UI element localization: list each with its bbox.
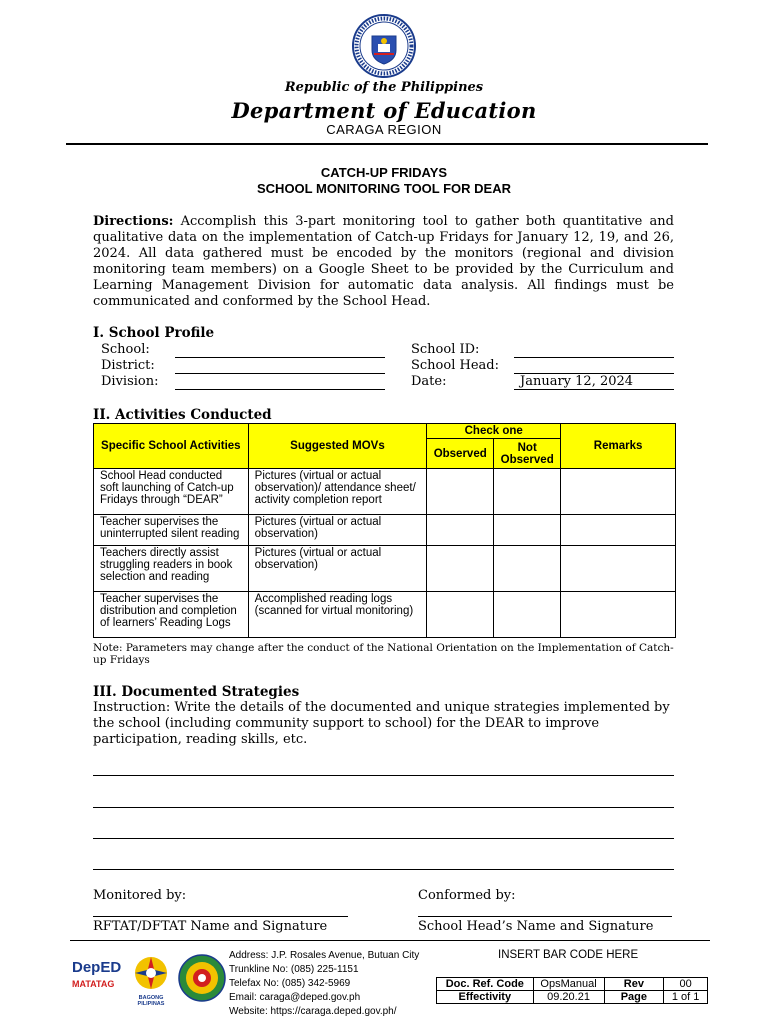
directions (93, 214, 674, 310)
district-field[interactable] (175, 373, 385, 374)
col-header-remarks: Remarks (561, 424, 676, 469)
footer-email[interactable]: Email: caraga@deped.gov.ph (229, 992, 361, 1003)
head-signature-caption: School Head’s Name and Signature (418, 919, 654, 934)
mov-cell: Accomplished reading logs (scanned for virtual monitoring) (248, 592, 427, 638)
activity-cell: School Head conducted soft launching of Catch-up Fridays through “DEAR” (94, 469, 249, 515)
observed-cell[interactable] (427, 546, 494, 592)
observed-cell[interactable] (427, 592, 494, 638)
deped-logo-text: DepED (72, 959, 122, 976)
bagong-pilipinas-icon (126, 955, 176, 991)
col-header-movs: Suggested MOVs (248, 424, 427, 469)
strategies-instruction: Instruction: Write the details of the documented and unique strategies implemented by the school (including community support to school) for the DEAR to improve participation, reading skills, etc. (93, 700, 670, 747)
rev-label: Rev (604, 978, 664, 991)
directions-text: Accomplish this 3-part monitoring tool to gather both quantitative and qualitative data on the implementation of Catch-up Fridays for January 12, 19, and 26, 2024. All data gathered must be encoded by the monitors (regional and division monitoring team members) on a Google Sheet to be provided by the Curriculum and Learning Management Division for automatic data analysis. All findings must be communicated and conformed by the School Head. (93, 214, 674, 309)
page-value: 1 of 1 (664, 991, 708, 1004)
table-row (94, 546, 676, 592)
label-school-head: School Head: (411, 358, 499, 373)
doc-title-line1: CATCH-UP FRIDAYS (320, 165, 448, 180)
footer-website[interactable]: Website: https://caraga.deped.gov.ph/ (229, 1006, 397, 1017)
observed-cell[interactable] (427, 515, 494, 546)
table-row (94, 469, 676, 515)
section-activities: II. Activities Conducted (93, 407, 272, 423)
monitor-signature-caption: RFTAT/DFTAT Name and Signature (93, 919, 328, 934)
observed-cell[interactable] (427, 469, 494, 515)
strategy-write-line[interactable] (93, 775, 674, 776)
label-district: District: (101, 358, 155, 373)
mov-cell: Pictures (virtual or actual observation)/ attendance sheet/ activity completion report (248, 469, 427, 515)
deped-seal-icon (352, 14, 416, 78)
strategy-write-line[interactable] (93, 838, 674, 839)
remarks-cell[interactable] (561, 546, 676, 592)
doc-title-line2: SCHOOL MONITORING TOOL FOR DEAR (257, 181, 511, 196)
doc-ref-value: OpsManual (533, 978, 604, 991)
col-header-activities: Specific School Activities (94, 424, 249, 469)
table-row (94, 592, 676, 638)
rev-value: 00 (664, 978, 708, 991)
col-header-not-observed: Not Observed (494, 439, 561, 469)
activity-cell: Teacher supervises the uninterrupted silent reading (94, 515, 249, 546)
label-school: School: (101, 342, 150, 357)
section-school-profile: I. School Profile (93, 325, 215, 341)
barcode-placeholder: INSERT BAR CODE HERE (498, 949, 639, 961)
effectivity-label: Effectivity (437, 991, 534, 1004)
header-divider (66, 143, 708, 145)
republic-text: Republic of the Philippines (284, 80, 484, 95)
label-school-id: School ID: (411, 342, 480, 357)
not-observed-cell[interactable] (494, 469, 561, 515)
mov-cell: Pictures (virtual or actual observation) (248, 515, 427, 546)
col-header-observed: Observed (427, 439, 494, 469)
remarks-cell[interactable] (561, 469, 676, 515)
conformed-by-label: Conformed by: (418, 888, 516, 903)
section-strategies: III. Documented Strategies (93, 684, 300, 700)
activities-table (93, 423, 676, 638)
bagong-pilipinas-logo (126, 955, 176, 1007)
monitored-by-label: Monitored by: (93, 888, 187, 903)
department-name: Department of Education (231, 98, 537, 123)
label-division: Division: (101, 374, 159, 389)
footer-telefax: Telefax No: (085) 342-5969 (229, 978, 351, 989)
not-observed-cell[interactable] (494, 546, 561, 592)
footer-divider (70, 940, 710, 941)
label-date: Date: (411, 374, 447, 389)
not-observed-cell[interactable] (494, 515, 561, 546)
table-note: Note: Parameters may change after the conduct of the National Orientation on the Implementation of Catch-up Fridays (93, 642, 674, 666)
activity-cell: Teachers directly assist struggling readers in book selection and reading (94, 546, 249, 592)
remarks-cell[interactable] (561, 515, 676, 546)
not-observed-cell[interactable] (494, 592, 561, 638)
bagong-pilipinas-text: BAGONG PILIPINAS (137, 995, 165, 1007)
monitor-signature-line[interactable] (93, 916, 348, 917)
table-row (94, 515, 676, 546)
footer-trunkline: Trunkline No: (085) 225-1151 (229, 964, 359, 975)
footer-address: Address: J.P. Rosales Avenue, Butuan City (229, 950, 420, 961)
strategy-write-line[interactable] (93, 807, 674, 808)
date-field-line (514, 389, 674, 390)
col-header-check-one: Check one (427, 424, 561, 439)
school-field[interactable] (175, 357, 385, 358)
page-label: Page (604, 991, 664, 1004)
doc-reference-table (436, 977, 708, 1004)
doc-ref-label: Doc. Ref. Code (437, 978, 534, 991)
head-signature-line[interactable] (418, 916, 672, 917)
region-name: CARAGA REGION (326, 122, 442, 137)
directions-label: Directions: (93, 214, 174, 229)
school-id-field[interactable] (514, 357, 674, 358)
date-value[interactable]: January 12, 2024 (520, 374, 634, 389)
caraga-region-seal-icon (178, 954, 226, 1002)
effectivity-value: 09.20.21 (533, 991, 604, 1004)
strategy-write-line[interactable] (93, 869, 674, 870)
deped-matatag-logo (72, 960, 122, 1000)
matatag-logo-text: MATATAG (72, 979, 115, 989)
activity-cell: Teacher supervises the distribution and completion of learners’ Reading Logs (94, 592, 249, 638)
remarks-cell[interactable] (561, 592, 676, 638)
mov-cell: Pictures (virtual or actual observation) (248, 546, 427, 592)
footer-contact (229, 949, 419, 1019)
division-field[interactable] (175, 389, 385, 390)
